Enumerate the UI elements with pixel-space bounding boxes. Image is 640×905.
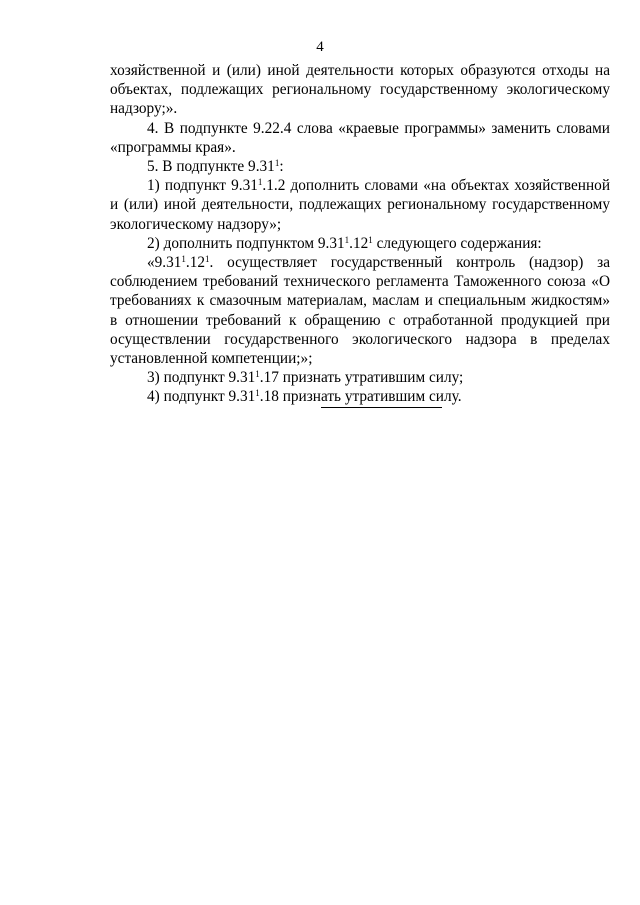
superscript: 1 [181, 254, 186, 265]
paragraph-item-4: 4. В подпункте 9.22.4 слова «краевые программы» заменить словами «программы края». [110, 119, 610, 156]
text-run: следующего содержания: [372, 234, 542, 252]
end-of-document-rule [321, 407, 442, 408]
superscript: 1 [257, 177, 263, 188]
text-run: : [279, 158, 284, 176]
text-run: 2) дополнить подпунктом 9.31 [147, 234, 345, 252]
text-run: 4) подпункт 9.31 [147, 388, 256, 406]
quoted-new-subitem [110, 253, 610, 368]
subitem-1 [110, 176, 610, 234]
paragraph-continuation: хозяйственной и (или) иной деятельности которых образуются отходы на объектах, подлежащих региональному государственному экологическому надзору;». [110, 62, 610, 118]
superscript: 1 [255, 369, 260, 380]
text-run: .17 признать утратившим силу; [259, 369, 464, 387]
page-number: 4 [316, 39, 324, 55]
subitem-2 [110, 234, 610, 253]
text-run: .18 признать утратившим силу. [259, 388, 462, 406]
document-body [110, 61, 610, 407]
subitem-3 [110, 368, 610, 387]
superscript: 1 [274, 158, 280, 169]
paragraph-item-5 [110, 157, 610, 176]
superscript: 1 [255, 388, 260, 399]
superscript: 1 [205, 254, 210, 265]
text-run: 5. В подпункте 9.31 [147, 158, 275, 176]
text-run: 1) подпункт 9.31 [147, 177, 258, 195]
text-run: . осуществляет государственный контроль (надзор) за соблюдением требований технического регламента Таможенного союза «О требованиях к смазочным материалам, маслам и специальным жидкостям» в отношении требований к обращению с отработанной продукцией при осуществлении государственного экологического надзора в пределах установленной компетенции;»; [110, 254, 610, 368]
text-run: .12 [185, 254, 206, 272]
subitem-4 [110, 387, 610, 406]
text-run: «9.31 [147, 254, 182, 272]
text-run: .12 [349, 234, 369, 252]
text-run: .1.2 дополнить словами «на объектах хозяйственной и (или) иной деятельности, подлежащих региональному государственному экологическому надзору»; [110, 177, 611, 233]
superscript: 1 [368, 234, 373, 245]
text-run: 3) подпункт 9.31 [147, 369, 256, 387]
superscript: 1 [344, 234, 350, 245]
